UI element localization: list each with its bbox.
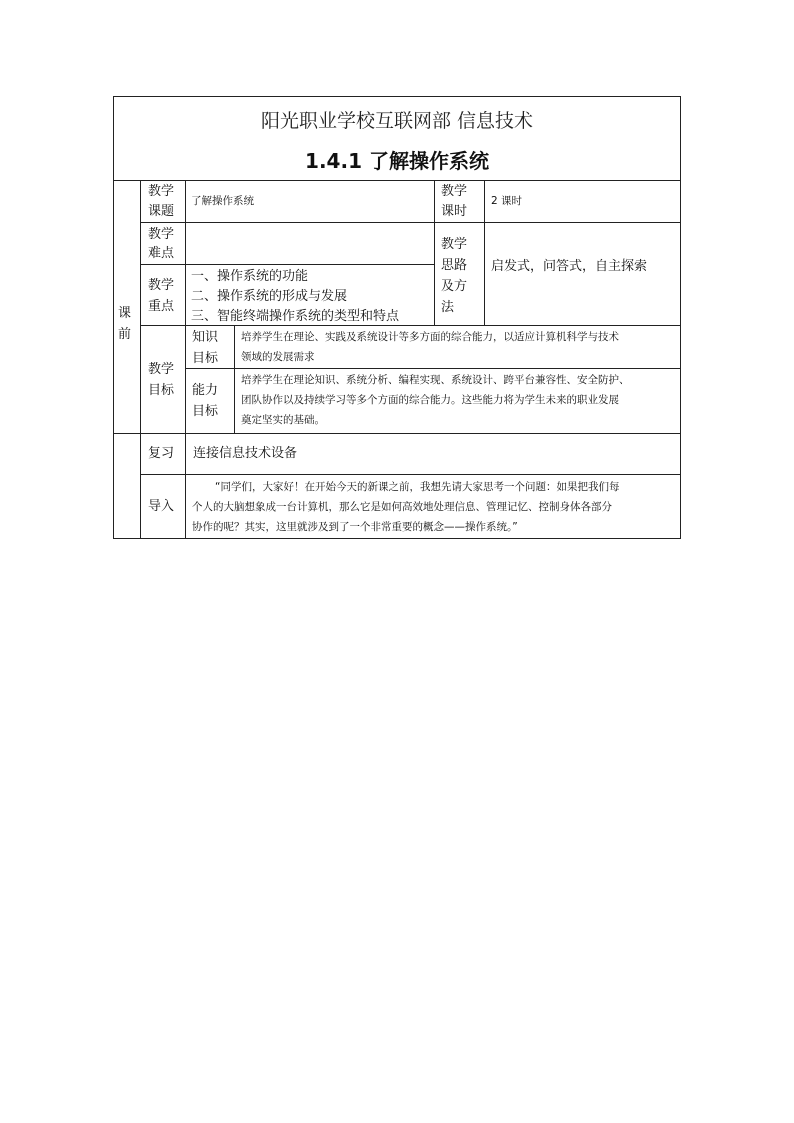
row-divider-5 [113,433,681,434]
ability-text-1: 培养学生在理论知识、系统分析、编程实现、系统设计、跨平台兼容性、安全防护、 [241,374,630,386]
col-divider-5 [234,325,235,433]
school-subject-line: 阳光职业学校互联网部 信息技术 [260,110,534,132]
hours-value: 2 课时 [491,195,523,207]
intro-text-1: “同学们，大家好！在开始今天的新课之前，我想先请大家思考一个问题：如果把我们每 [215,481,620,493]
knowledge-text-2: 领域的发展需求 [241,351,315,363]
knowledge-label-2: 目标 [192,351,219,366]
focus-label-2: 重点 [148,299,175,314]
row-divider-4 [185,368,681,369]
focus-item-3: 三、智能终端操作系统的类型和特点 [191,309,400,324]
table-bottom-border [113,538,681,539]
topic-label-2: 课题 [148,204,175,219]
focus-item-1: 一、操作系统的功能 [191,269,309,284]
intro-text-2: 个人的大脑想象成一台计算机，那么它是如何高效地处理信息、管理记忆、控制身体各部分 [192,501,612,513]
intro-label: 导入 [148,499,175,514]
topic-label-1: 教学 [148,184,175,199]
section-label-2: 前 [118,327,132,342]
ability-text-3: 奠定坚实的基础。 [241,414,325,426]
method-label-1: 教学 [441,237,468,252]
review-label: 复习 [148,446,175,461]
table-top-border [113,96,681,97]
row-divider-1 [140,222,681,223]
table-right-border [680,96,681,538]
ability-text-2: 团队协作以及持续学习等多个方面的综合能力。这些能力将为学生未来的职业发展 [241,394,619,406]
lesson-title: 1.4.1 了解操作系统 [305,149,489,173]
ability-label-2: 目标 [192,404,219,419]
row-divider-6 [140,474,681,475]
goal-label-1: 教学 [148,362,175,377]
topic-value: 了解操作系统 [191,195,254,207]
goal-label-2: 目标 [148,383,175,398]
focus-label-1: 教学 [148,278,175,293]
ability-label-1: 能力 [192,383,219,398]
intro-text-3: 协作的呢？其实，这里就涉及到了一个非常重要的概念——操作系统。” [192,521,518,533]
table-left-border [113,96,114,538]
col-divider-4 [484,180,485,325]
hours-label-2: 课时 [441,204,468,219]
section-label-1: 课 [118,306,132,321]
method-label-3: 及方 [441,279,468,294]
focus-item-2: 二、操作系统的形成与发展 [191,289,348,304]
header-divider [113,180,681,181]
difficulty-label-2: 难点 [148,246,175,261]
review-value: 连接信息技术设备 [193,446,298,461]
knowledge-text-1: 培养学生在理论、实践及系统设计等多方面的综合能力，以适应计算机科学与技术 [241,331,619,343]
knowledge-label-1: 知识 [192,330,219,345]
hours-label-1: 教学 [441,184,468,199]
col-divider-2 [185,180,186,538]
method-label-2: 思路 [441,258,468,273]
difficulty-label-1: 教学 [148,227,175,242]
row-divider-2 [140,264,435,265]
method-value: 启发式，问答式，自主探索 [491,259,648,274]
method-label-4: 法 [441,300,455,315]
col-divider-3 [434,180,435,325]
col-divider-1 [140,180,141,538]
